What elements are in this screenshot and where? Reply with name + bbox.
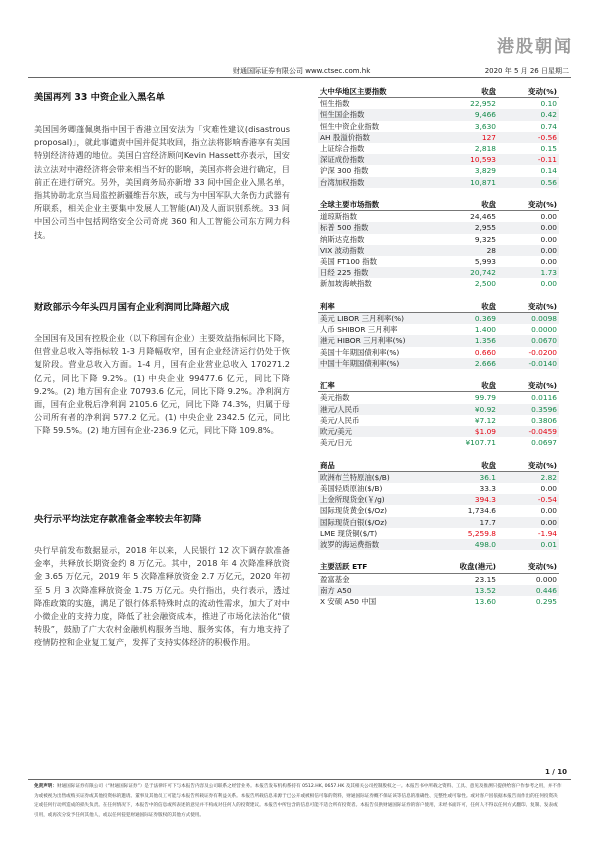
change-value: -0.0200 (528, 347, 557, 357)
table-row (318, 517, 559, 528)
table-row (318, 596, 559, 607)
table-gap (318, 369, 559, 380)
instrument-name: 上金所现货金(￥/g) (318, 494, 434, 505)
table-section-header (318, 301, 559, 313)
change-value: 0.3806 (531, 415, 557, 425)
section-title: 商品 (318, 460, 434, 472)
change-value: 1.73 (498, 267, 559, 278)
change-value: -0.56 (498, 132, 559, 143)
close-header: 收盘 (434, 380, 498, 392)
close-value: 1,734.6 (467, 506, 496, 516)
instrument-name: LME 现货铜($/T) (320, 528, 378, 538)
change-header: 变动(%) (498, 199, 559, 211)
article-3 (34, 514, 290, 650)
footer-divider (28, 779, 571, 780)
section-title: 全球主要市场指数 (318, 199, 434, 211)
market-data-panel (318, 86, 559, 607)
table-row (318, 121, 559, 132)
page-number: 1 / 10 (544, 768, 567, 776)
table-row (318, 98, 559, 110)
table-row (318, 358, 559, 369)
change-value: 0.295 (535, 597, 557, 607)
change-value: 0.446 (498, 585, 559, 596)
instrument-name: 美元/日元 (320, 438, 353, 448)
table-section-header (318, 380, 559, 392)
instrument-name: 新加坡海峡指数 (320, 279, 372, 289)
close-value: 13.60 (474, 597, 496, 607)
table-row (318, 109, 559, 120)
close-value: 0.660 (474, 347, 496, 357)
table-gap (318, 448, 559, 459)
instrument-name: 港元 HIBOR 三月利率(%) (318, 335, 434, 346)
masthead (0, 0, 595, 80)
close-header: 收盘 (434, 301, 498, 313)
change-header: 变动(%) (498, 301, 559, 313)
article-body: 央行早前发布数据显示，2018 年以来，人民银行 12 次下调存款准备金率，共释放长期资金约 8 万亿元。其中，2018 年 4 次降准释放资金 3.65 万亿元，2019 年 5 次降准释放资金 2.7 万亿元，2020 年初至 5 月 3 次降准释放资金 1.75 万亿元。央行指出，央行表示，透过降准政策的实施，满足了银行体系特殊时点的流动性需求，加大了对中小微企业的支持力度，降低了社会融资成本，推进了市场化法治化“债转股”，鼓励了广大农村金融机构服务当地、服务实体，有力地支持了疫情防控和企业复工复产，发挥了支持实体经济的积极作用。 (34, 545, 290, 648)
instrument-name: 欧洲布兰特原油($/B) (318, 471, 434, 483)
instrument-name: 美国十年期国债利率(%) (320, 347, 400, 357)
close-value: 5,259.8 (467, 528, 496, 538)
change-header: 变动(%) (498, 561, 559, 573)
close-value: 23.15 (474, 574, 496, 584)
table-gap (318, 550, 559, 561)
instrument-name: 标普 500 指数 (318, 222, 434, 233)
close-header: 收盘 (434, 199, 498, 211)
table-row (318, 278, 559, 289)
table-gap (318, 188, 559, 199)
close-value: 2,955 (434, 222, 498, 233)
table-row (318, 154, 559, 165)
close-value: 33.3 (479, 484, 496, 494)
change-value: 0.0000 (531, 325, 557, 335)
close-value: 5,993 (474, 257, 496, 267)
table-row (318, 234, 559, 245)
close-value: 99.79 (474, 393, 496, 403)
section-title: 主要活跃 ETF (318, 561, 434, 573)
table-row (318, 404, 559, 415)
change-value: -0.54 (498, 494, 559, 505)
instrument-name: X 安硕 A50 中国 (320, 597, 377, 607)
table-row (318, 528, 559, 539)
close-value: 10,593 (434, 154, 498, 165)
close-value: 24,465 (470, 212, 496, 222)
close-value: 1.356 (434, 335, 498, 346)
table-gap (318, 290, 559, 301)
close-value: ¥0.92 (434, 404, 498, 415)
close-value: 10,871 (434, 177, 498, 188)
close-header: 收盘 (434, 460, 498, 472)
table-section-header (318, 86, 559, 98)
table-row (318, 585, 559, 596)
change-value: 0.00 (498, 222, 559, 233)
change-value: -1.94 (537, 528, 557, 538)
instrument-name: 恒生国企指数 (318, 109, 434, 120)
close-value: 394.3 (434, 494, 498, 505)
close-value: 2,818 (474, 144, 496, 154)
close-value: ¥7.12 (474, 415, 496, 425)
table-section-header (318, 561, 559, 573)
close-value: 17.7 (434, 517, 498, 528)
instrument-name: 盈富基金 (320, 574, 350, 584)
change-value: 0.00 (540, 279, 557, 289)
instrument-name: 日经 225 指数 (318, 267, 434, 278)
change-value: 0.00 (540, 212, 557, 222)
table-row (318, 211, 559, 223)
close-value: 13.52 (434, 585, 498, 596)
change-value: 0.0670 (498, 335, 559, 346)
close-value: 22,952 (470, 99, 496, 109)
change-header: 变动(%) (498, 86, 559, 98)
instrument-name: 深证成份指数 (318, 154, 434, 165)
instrument-name: 纳斯达克指数 (320, 234, 365, 244)
table-row (318, 324, 559, 335)
instrument-name: 国际现货白银($/Oz) (318, 517, 434, 528)
change-value: 0.0098 (498, 313, 559, 325)
instrument-name: 道琼斯指数 (320, 212, 357, 222)
article-1 (34, 92, 290, 242)
instrument-name: 南方 A50 (318, 585, 434, 596)
change-value: 0.00 (498, 517, 559, 528)
section-title: 大中华地区主要指数 (318, 86, 434, 98)
header-divider (28, 77, 571, 78)
article-headline: 美国再列 33 中资企业入黑名单 (34, 92, 165, 103)
company-info: 财通国际证券有限公司 www.ctsec.com.hk (233, 67, 371, 75)
article-body: 全国国有及国有控股企业（以下称国有企业）主要效益指标同比下降，但营业总收入等指标较 1-3 月降幅收窄，国有企业经济运行仍处于恢复阶段。营业总收入方面。1-4 月，国有企业营业总收入 170271.2 亿元，同比下降 9.2%。(1) 中央企业 99477.6 亿元，同比下降 9.2%。(2) 地方国有企业 70793.6 亿元，同比下降 9.2%。净利润方面，国有企业税后净利润 2105.6 亿元，同比下降 74.3%，归属于母公司所有者的净利润 577.2 亿元。(1) 中央企业 2342.5 亿元，同比下降 59.5%。(2) 地方国有企业-236.9 亿元，同比下降 109.8%。 (34, 333, 290, 436)
instrument-name: 美国轻质原油($/B) (320, 484, 383, 494)
instrument-name: 美国 FT100 指数 (320, 257, 378, 267)
table-row (318, 256, 559, 267)
close-value: 2.666 (434, 358, 498, 369)
change-value: 0.0116 (531, 393, 557, 403)
close-value: ¥107.71 (465, 438, 496, 448)
section-title: 汇率 (318, 380, 434, 392)
table-row (318, 437, 559, 448)
report-date: 2020 年 5 月 26 日星期二 (484, 67, 569, 75)
change-value: -0.11 (498, 154, 559, 165)
table-row (318, 494, 559, 505)
close-header: 收盘 (434, 86, 498, 98)
instrument-name: 美元指数 (320, 393, 350, 403)
market-data-table (318, 86, 559, 607)
change-value: 0.01 (498, 539, 559, 550)
change-value: 0.14 (540, 166, 557, 176)
article-headline: 财政部示今年头四月国有企业利润同比降超六成 (34, 302, 230, 313)
change-value: 0.00 (498, 245, 559, 256)
close-value: $1.09 (434, 426, 498, 437)
table-row (318, 267, 559, 278)
section-title: 利率 (318, 301, 434, 313)
close-value: 3,630 (474, 121, 496, 131)
change-header: 变动(%) (498, 380, 559, 392)
close-value: 3,829 (474, 166, 496, 176)
instrument-name: VIX 波动指数 (318, 245, 434, 256)
close-value: 498.0 (434, 539, 498, 550)
table-row (318, 245, 559, 256)
instrument-name: 恒生指数 (320, 99, 350, 109)
change-header: 变动(%) (498, 460, 559, 472)
change-value: 0.10 (540, 99, 557, 109)
close-value: 2,500 (474, 279, 496, 289)
table-row (318, 165, 559, 176)
instrument-name: AH 股溢价指数 (318, 132, 434, 143)
close-value: 20,742 (434, 267, 498, 278)
instrument-name: 港元/人民币 (318, 404, 434, 415)
change-value: -0.0140 (498, 358, 559, 369)
instrument-name: 中国十年期国债利率(%) (318, 358, 434, 369)
table-row (318, 505, 559, 516)
table-section-header (318, 199, 559, 211)
instrument-name: 美元 LIBOR 三月利率(%) (318, 313, 434, 325)
article-headline: 央行示平均法定存款准备金率较去年初降 (34, 514, 202, 525)
table-row (318, 335, 559, 346)
table-row (318, 132, 559, 143)
instrument-name: 人币 SHIBOR 三月利率 (320, 325, 398, 335)
change-value: -0.0459 (498, 426, 559, 437)
change-value: 0.42 (498, 109, 559, 120)
instrument-name: 台湾加权指数 (318, 177, 434, 188)
instrument-name: 国际现货黄金($/Oz) (320, 506, 387, 516)
instrument-name: 波罗的海运费指数 (318, 539, 434, 550)
disclaimer-text: 财通国际证券有限公司（“财通国际证券”）是于法律许可下与本报告内容及公司联系之经营业务。本报告发布机构系持有 0512.HK, 0657.HK 及其相关公司控制股权之一。本报告书中所载之资料、工具、意见及推测只提供给客户作参考之用，并不作为或被视为出售或购买证券或其他投资标的邀请。董事及其他员工可能与本报告所载证券有利益关系。本报告所载信息来源于已公开或被相信可靠的资料，财通国际证券概不保证该等信息的准确性、完整性或可靠性。或对客户因依据本报告而作出的任何投资决定或任何行动所造成的损失负责。在任何情况下，本报告中的信息或所表述的意见并不构成对任何人的投资建议。本报告中所包含的信息可能不适合所有投资者。本报告仅供财通国际证券的客户使用，未经书面许可，任何人不得以任何方式翻印、复制、发表或引用，或再次分发予任何其他人，或以任何侵犯财通国际证券版权的其他方式使用。 (34, 784, 562, 818)
table-row (318, 392, 559, 404)
disclaimer-label: 免责声明： (34, 784, 57, 789)
close-value: 9,466 (434, 109, 498, 120)
table-row (318, 539, 559, 550)
report-title: 港股朝闻 (497, 37, 573, 57)
disclaimer (34, 782, 562, 820)
table-row (318, 222, 559, 233)
change-value: 0.74 (540, 121, 557, 131)
table-row (318, 573, 559, 585)
article-2 (34, 302, 290, 438)
close-header: 收盘(港元) (434, 561, 498, 573)
change-value: 0.3596 (498, 404, 559, 415)
close-value: 28 (434, 245, 498, 256)
change-value: 0.00 (540, 506, 557, 516)
instrument-name: 上证综合指数 (320, 144, 365, 154)
change-value: 0.15 (540, 144, 557, 154)
table-row (318, 415, 559, 426)
instrument-name: 欧元/美元 (318, 426, 434, 437)
table-row (318, 471, 559, 483)
table-row (318, 313, 559, 325)
change-value: 2.82 (498, 471, 559, 483)
table-row (318, 483, 559, 494)
close-value: 0.369 (434, 313, 498, 325)
close-value: 127 (434, 132, 498, 143)
close-value: 9,325 (474, 234, 496, 244)
instrument-name: 恒生中资企业指数 (320, 121, 380, 131)
change-value: 0.00 (540, 257, 557, 267)
change-value: 0.56 (498, 177, 559, 188)
change-value: 0.00 (540, 484, 557, 494)
table-row (318, 347, 559, 358)
close-value: 36.1 (434, 471, 498, 483)
table-row (318, 143, 559, 154)
table-row (318, 177, 559, 188)
change-value: 0.000 (535, 574, 557, 584)
instrument-name: 沪深 300 指数 (320, 166, 369, 176)
change-value: 0.00 (540, 234, 557, 244)
change-value: 0.0697 (531, 438, 557, 448)
article-body: 美国国务卿蓬佩奥指中国于香港立国安法为「灾难性建议(disastrous proposal)」，就此事谴责中国并促其收回，指立法将影响香港享有美国特别经济待遇的地位。美国白宫经济顾问Kevin Hassett亦表示，国安法立法对中港经济将会带来相当不好的影响，美国亦将会进行确定，目前正在进行研究。另外，美国商务局亦新增 33 间中国企业入黑名单，指其协助北京当局监控新疆维吾尔族，或与为中国军队大条伤力武器有所联系，相关企业主要集中发展人工智能(AI)及人面识别系统。33 间中国公司当中包括网络安全公司奇虎 360 和人工智能公司东方网力科技。 (34, 124, 290, 240)
instrument-name: 美元/人民币 (320, 415, 360, 425)
close-value: 1.400 (474, 325, 496, 335)
table-row (318, 426, 559, 437)
table-section-header (318, 460, 559, 472)
